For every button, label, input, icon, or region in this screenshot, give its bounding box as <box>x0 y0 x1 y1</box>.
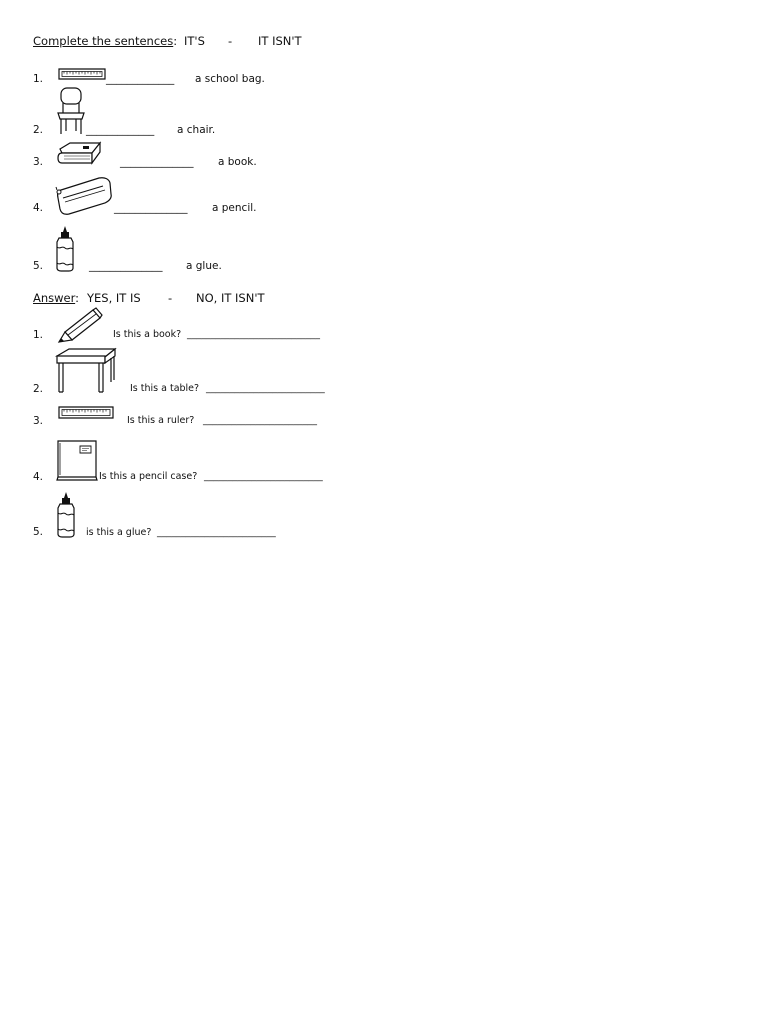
part2-item-5-number: 5. <box>33 526 44 538</box>
part2-item-3-number: 3. <box>33 415 44 427</box>
part1-item-3-number: 3. <box>33 156 44 168</box>
part1-dash: - <box>228 34 233 48</box>
part2-item-3-blank[interactable]: ________________________ <box>203 415 317 426</box>
part1-item-1-blank[interactable]: _____________ <box>106 73 175 85</box>
part2-item-1-blank[interactable]: ____________________________ <box>187 329 320 340</box>
part2-option-a: YES, IT IS <box>87 291 141 305</box>
ruler-icon <box>58 405 114 421</box>
glue-icon <box>56 491 76 537</box>
part2-item-2-blank[interactable]: _________________________ <box>206 383 325 394</box>
part2-item-2-number: 2. <box>33 383 44 395</box>
part1-item-2-text: a chair. <box>177 124 216 136</box>
part1-item-3-text: a book. <box>218 156 257 168</box>
part1-item-5-text: a glue. <box>186 260 222 272</box>
part2-item-2-question: Is this a table? <box>130 383 200 394</box>
chair-icon <box>55 86 87 136</box>
book-icon <box>56 141 104 167</box>
part2-item-1-question: Is this a book? <box>113 329 182 340</box>
part1-item-4-text: a pencil. <box>212 202 257 214</box>
part2-item-4-blank[interactable]: _________________________ <box>204 471 323 482</box>
table-icon <box>55 348 117 394</box>
glue-icon <box>55 225 75 271</box>
part1-item-1-text: a school bag. <box>195 73 265 85</box>
part2-item-5-blank[interactable]: _________________________ <box>157 527 276 538</box>
part2-item-4-number: 4. <box>33 471 44 483</box>
pencil-icon <box>55 306 103 342</box>
notebook-icon <box>55 438 99 482</box>
ruler-icon <box>58 67 106 81</box>
part2-item-4-question: Is this a pencil case? <box>99 471 198 482</box>
part1-item-3-blank[interactable]: ______________ <box>120 156 194 168</box>
part1-heading-text: Complete the sentences <box>33 34 174 48</box>
part1-item-5-number: 5. <box>33 260 44 272</box>
part1-item-2-blank[interactable]: _____________ <box>86 124 155 136</box>
part2-item-3-question: Is this a ruler? <box>127 415 195 426</box>
part2-heading-text: Answer <box>33 291 76 305</box>
part1-item-5-blank[interactable]: ______________ <box>89 260 163 272</box>
part1-option-a: IT'S <box>184 34 205 48</box>
part1-item-2-number: 2. <box>33 124 44 136</box>
part1-item-4-blank[interactable]: ______________ <box>114 202 188 214</box>
part2-heading: Answer: <box>33 291 80 305</box>
part2-item-5-question: is this a glue? <box>86 527 152 538</box>
part1-option-b: IT ISN'T <box>258 34 302 48</box>
part2-option-b: NO, IT ISN'T <box>196 291 265 305</box>
part1-item-4-number: 4. <box>33 202 44 214</box>
part1-item-1-number: 1. <box>33 73 44 85</box>
part2-item-1-number: 1. <box>33 329 44 341</box>
part2-dash: - <box>168 291 173 305</box>
pencil-case-icon <box>55 176 113 216</box>
part1-heading: Complete the sentences: <box>33 34 178 48</box>
